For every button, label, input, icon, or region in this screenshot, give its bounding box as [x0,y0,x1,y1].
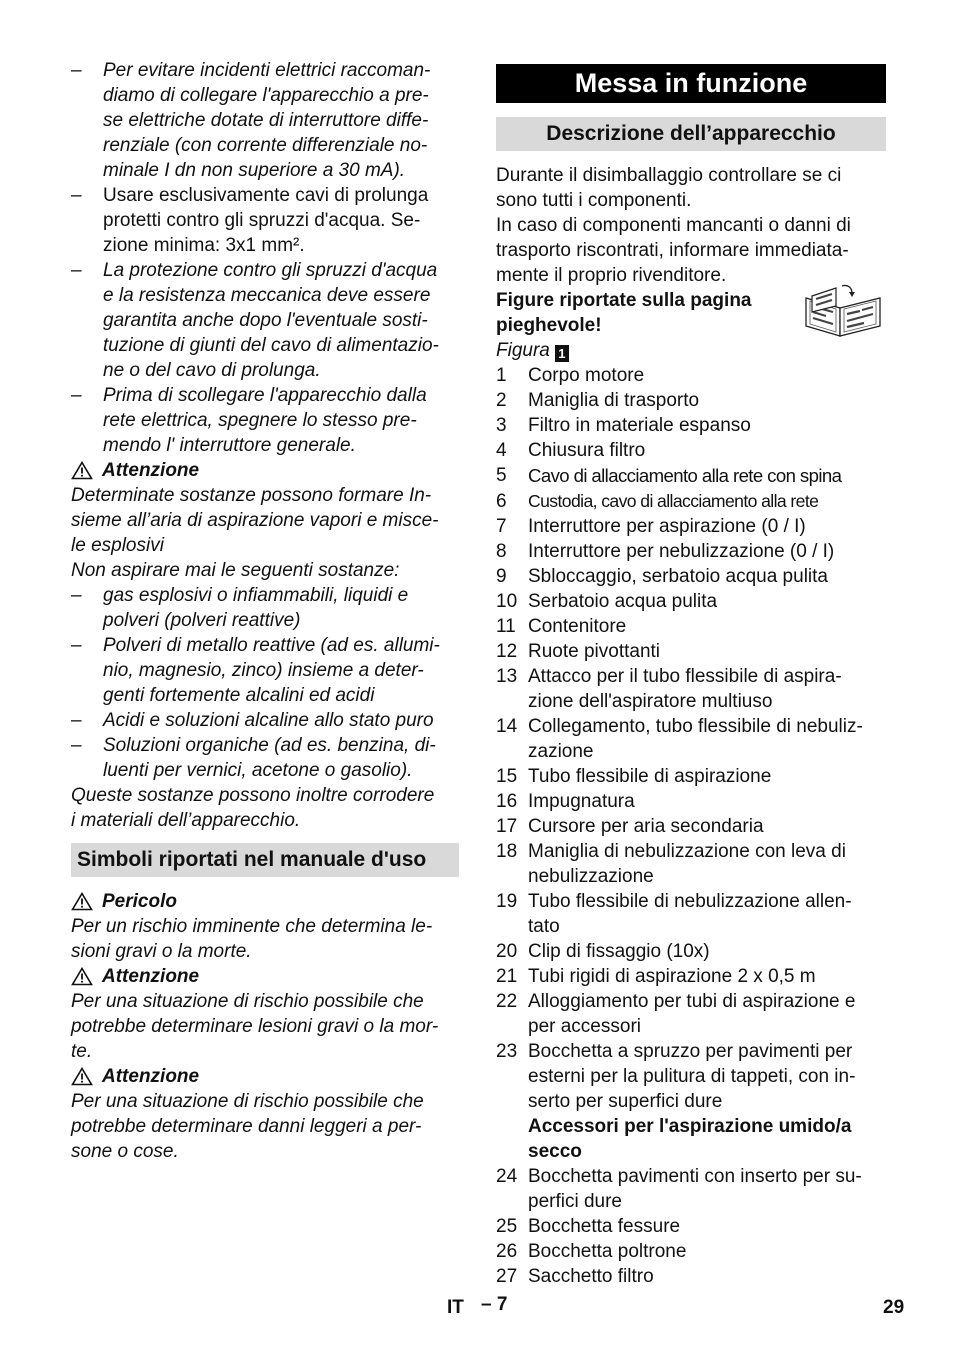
bullet-item [71,733,459,783]
item-text: Bocchetta poltrone [528,1241,687,1262]
symbols-heading: Simboli riportati nel manuale d'uso [71,843,459,877]
item-number: 19 [496,891,518,912]
bullet-item [71,58,459,183]
list-item [496,1214,886,1239]
list-item [496,589,886,614]
page-number: 29 [883,1297,905,1318]
item-text: Alloggiamento per tubi di aspirazione e per accessori [528,991,856,1037]
bullet-text: La protezione contro gli spruzzi d'acqua e la resistenza meccanica deve essere garantita anche dopo l'eventuale sosti- tuzione di giunti del cavo di alimentazio- ne o del cavo di prolunga. [103,260,439,381]
bullet-dash: – [71,735,82,756]
attention-heading [71,964,459,989]
item-text: Bocchetta pavimenti con inserto per su- perfici dure [528,1166,862,1212]
bullet-text: Acidi e soluzioni alcaline allo stato puro [103,710,434,731]
bullet-item [71,583,459,633]
item-number: 18 [496,841,518,862]
item-number: 24 [496,1166,518,1187]
item-number: 8 [496,541,507,562]
list-item [496,489,886,514]
item-number: 16 [496,791,518,812]
bullet-dash: – [71,260,82,281]
bullet-text: Prima di scollegare l'apparecchio dalla rete elettrica, spegnere lo stesso pre- mendo l' interruttore generale. [103,385,427,456]
list-item [496,614,886,639]
item-number: 9 [496,566,507,587]
item-number: 5 [496,465,507,486]
list-item [496,1239,886,1264]
foldout-book-icon [802,284,884,338]
bullet-dash: – [71,185,82,206]
danger-heading [71,889,459,914]
item-number: 25 [496,1216,518,1237]
list-item [496,764,886,789]
item-number: 12 [496,641,518,662]
item-text: Custodia, cavo di allacciamento alla rete [528,491,819,511]
warning-triangle-icon [71,461,93,480]
item-text: Impugnatura [528,791,635,812]
list-item [496,1264,886,1289]
intro-paragraph: Durante il disimballaggio controllare se ci sono tutti i componenti. [496,165,842,211]
list-item [496,438,886,463]
bullet-item [71,183,459,258]
warning-triangle-icon [71,892,93,911]
list-item [496,789,886,814]
item-number: 15 [496,766,518,787]
item-text: Maniglia di nebulizzazione con leva di nebulizzazione [528,841,846,887]
bullet-item [71,708,459,733]
bullet-text: Usare esclusivamente cavi di prolunga protetti contro gli spruzzi d'acqua. Se- zione minima: 3x1 mm². [103,185,429,256]
right-column [496,58,886,1289]
list-item [496,889,886,939]
item-text: Interruttore per aspirazione (0 / I) [528,516,806,537]
figure-number-box: 1 [555,345,569,362]
list-item [496,463,886,489]
danger-text: Per un rischio imminente che determina le- sioni gravi o la morte. [71,916,433,962]
attention-intro: Non aspirare mai le seguenti sostanze: [71,560,400,581]
bullet-dash: – [71,60,82,81]
footer-language: IT [447,1297,464,1318]
intro-paragraph: In caso di componenti mancanti o danni di trasporto riscontrati, informare immediata- mente il proprio rivenditore. [496,215,851,286]
left-column [71,58,459,1164]
item-text: Clip di fissaggio (10x) [528,941,710,962]
bullet-dash: – [71,710,82,731]
item-number: 22 [496,991,518,1012]
attention-text: Per una situazione di rischio possibile che potrebbe determinare lesioni gravi o la mor- te. [71,991,439,1062]
wet-dry-accessories-heading: Accessori per l'aspirazione umido/a secco [528,1116,852,1162]
figure-label: Figura [496,340,550,361]
bullet-dash: – [71,585,82,606]
attention-heading [71,458,459,483]
section-title: Messa in funzione [496,64,886,103]
item-text: Maniglia di trasporto [528,390,700,411]
attention-text: Per una situazione di rischio possibile che potrebbe determinare danni leggeri a per- sone o cose. [71,1091,424,1162]
item-number: 17 [496,816,518,837]
list-item [496,539,886,564]
item-text: Corpo motore [528,365,645,386]
foldout-note: Figure riportate sulla pagina pieghevole! [496,290,752,336]
bullet-item [71,383,459,458]
item-text: Tubo flessibile di aspirazione [528,766,772,787]
bullet-text: gas esplosivi o infiammabili, liquidi e polveri (polveri reattive) [103,585,409,631]
item-text: Sbloccaggio, serbatoio acqua pulita [528,566,828,587]
attention-title: Attenzione [102,1066,200,1087]
list-item [496,388,886,413]
list-item [496,839,886,889]
list-item [496,664,886,714]
bullet-text: Soluzioni organiche (ad es. benzina, di- luenti per vernici, acetone o gasolio). [103,735,436,781]
attention-title: Attenzione [102,966,200,987]
subsection-title: Descrizione dell’apparecchio [496,117,886,151]
item-number: 14 [496,716,518,737]
warning-triangle-icon [71,1067,93,1086]
item-text: Cavo di allacciamento alla rete con spina [528,465,842,486]
item-text: Tubo flessibile di nebulizzazione allen- tato [528,891,852,937]
bullet-text: Per evitare incidenti elettrici raccoman- diamo di collegare l'apparecchio a pre- se elettriche dotate di interruttore diffe- renziale (con corrente differenziale no- minale I dn non superiore a 30 mA). [103,60,431,181]
bullet-dash: – [71,635,82,656]
item-number: 27 [496,1266,518,1287]
list-item [496,1039,886,1114]
item-number: 23 [496,1041,518,1062]
item-text: Tubi rigidi di aspirazione 2 x 0,5 m [528,966,816,987]
list-item [496,714,886,764]
item-number: 21 [496,966,518,987]
accessory-list [496,1164,886,1289]
item-text: Bocchetta fessure [528,1216,681,1237]
bullet-item [71,633,459,708]
bullet-item [71,258,459,383]
item-text: Serbatoio acqua pulita [528,591,718,612]
item-number: 3 [496,415,507,436]
warning-triangle-icon [71,967,93,986]
list-item [496,514,886,539]
item-text: Filtro in materiale espanso [528,415,751,436]
list-item [496,989,886,1039]
footer-section-page: – 7 [481,1294,508,1315]
item-number: 26 [496,1241,518,1262]
item-number: 11 [496,616,516,637]
item-text: Ruote pivottanti [528,641,661,662]
hazard-substance-list [71,583,459,783]
danger-title: Pericolo [102,891,177,912]
component-list [496,363,886,1114]
safety-bullet-list [71,58,459,458]
attention-text: Determinate sostanze possono formare In- sieme all’aria di aspirazione vapori e misce- le esplosivi [71,485,439,556]
list-item [496,939,886,964]
attention-heading [71,1064,459,1089]
item-number: 13 [496,666,518,687]
list-item [496,1164,886,1214]
bullet-text: Polveri di metallo reattive (ad es. allumi- nio, magnesio, zinco) insieme a deter- genti fortemente alcalini ed acidi [103,635,440,706]
foldout-note-block [496,288,886,338]
item-text: Cursore per aria secondaria [528,816,764,837]
item-text: Interruttore per nebulizzazione (0 / I) [528,541,835,562]
item-text: Bocchetta a spruzzo per pavimenti per esterni per la pulitura di tappeti, con in- serto per superfici dure [528,1041,856,1112]
attention-title: Attenzione [102,460,200,481]
bullet-dash: – [71,385,82,406]
item-number: 6 [496,491,507,512]
list-item [496,564,886,589]
item-number: 10 [496,591,518,612]
item-text: Attacco per il tubo flessibile di aspira- zione dell'aspiratore multiuso [528,666,842,712]
item-number: 20 [496,941,518,962]
item-text: Collegamento, tubo flessibile di nebuliz- zazione [528,716,863,762]
list-item [496,413,886,438]
list-item [496,639,886,664]
list-item [496,964,886,989]
item-text: Sacchetto filtro [528,1266,654,1287]
item-number: 2 [496,390,507,411]
item-number: 1 [496,365,507,386]
item-text: Contenitore [528,616,627,637]
item-text: Chiusura filtro [528,440,646,461]
item-number: 7 [496,516,507,537]
figure-reference [496,338,886,363]
list-item [496,363,886,388]
list-item [496,814,886,839]
item-number: 4 [496,440,507,461]
attention-outro: Queste sostanze possono inoltre corrodere i materiali dell’apparecchio. [71,785,435,831]
